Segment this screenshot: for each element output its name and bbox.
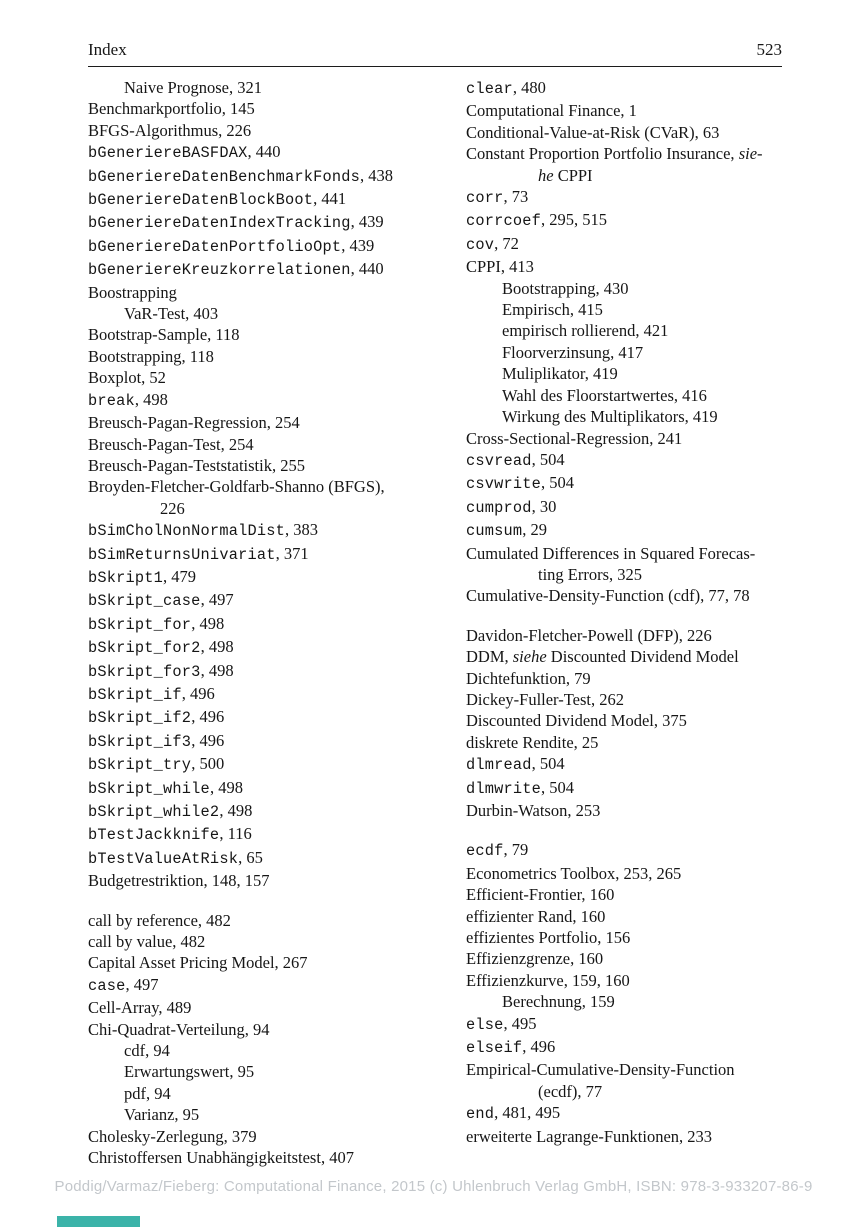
index-entry [466,689,796,710]
code-term: bGeneriereDatenBenchmarkFonds [88,167,361,186]
entry-text: , 79 [503,840,529,860]
entry-text: , 497 [200,590,234,610]
entry-text: Effizienzgrenze, 160 [466,949,604,969]
entry-text: , 498 [134,389,168,409]
index-entry [88,98,418,119]
index-entry [88,683,418,706]
index-entry [466,77,796,100]
index-entry [466,1102,796,1125]
entry-text: Breusch-Pagan-Teststatistik, 255 [88,455,305,475]
index-entry [466,585,796,606]
index-entry [466,753,796,776]
entry-text: , 29 [522,520,548,540]
entry-text: Efficient-Frontier, 160 [466,885,615,905]
index-entry [88,346,418,367]
entry-text: Durbin-Watson, 253 [466,801,601,820]
index-entry [88,476,418,497]
entry-text: Christoffersen Unabhängigkeitstest, 407 [88,1148,354,1168]
index-entry [88,706,418,729]
entry-text: effizienter Rand, 160 [466,906,606,926]
entry-text: sie- [738,144,763,164]
entry-text: , 504 [541,473,575,493]
code-term: bSkript_if [88,685,182,704]
code-term: cumsum [466,522,523,541]
index-entry [466,625,796,646]
code-term: bTestJackknife [88,826,220,845]
index-entry [466,363,796,384]
index-entry [88,730,418,753]
column-gap [466,607,796,625]
entry-text: , 496 [191,730,225,750]
column-gap [88,892,418,910]
entry-text: Cholesky-Zerlegung, 379 [88,1126,257,1146]
code-term: else [466,1015,504,1034]
entry-text: , 440 [350,259,384,279]
index-entry [88,589,418,612]
page-header [88,40,782,67]
index-entry [88,188,418,211]
index-entry [466,777,796,800]
entry-text: , 498 [209,777,243,797]
entry-text: VaR-Test, 403 [124,304,219,324]
index-entry [88,543,418,566]
entry-text: Cumulative-Density-Function (cdf), 77, 78 [466,586,750,606]
index-entry [466,342,796,363]
entry-text: Constant Proportion Portfolio Insurance, [466,144,739,164]
entry-text: pdf, 94 [124,1083,171,1103]
code-term: break [88,391,135,410]
index-entry [88,519,418,542]
index-entry [88,753,418,776]
code-term: bSkript_for [88,615,192,634]
index-entry [466,839,796,862]
index-entry [466,256,796,277]
index-entry [88,636,418,659]
index-entry [466,800,796,821]
entry-text: , 498 [200,660,234,680]
index-entry [88,498,418,519]
entry-text: , 495 [503,1013,537,1033]
entry-text: ting Errors, 325 [538,564,643,584]
entry-text: diskrete Rendite, 25 [466,732,599,752]
entry-text: , 440 [247,142,281,162]
entry-text: DDM, [466,647,513,667]
index-entry [466,543,796,564]
code-term: cov [466,235,495,254]
index-entry [466,1036,796,1059]
index-entry [88,1040,418,1061]
entry-text: , 479 [163,566,197,586]
entry-text: Discounted Dividend Model [546,647,739,667]
left-column [88,77,418,1169]
code-term: bSkript_try [88,756,192,775]
index-entry [466,428,796,449]
entry-text: , 65 [238,847,263,867]
code-term: bSkript_while [88,779,210,798]
entry-text: Empirical-Cumulative-Density-Function [466,1060,735,1080]
index-entry [466,406,796,427]
entry-text: , 371 [275,543,309,563]
index-entry [88,77,418,98]
code-term: bGeneriereBASFDAX [88,144,248,163]
index-entry [88,258,418,281]
index-entry [88,1083,418,1104]
page-title: Index [88,40,127,59]
index-entry [88,211,418,234]
entry-text: Erwartungswert, 95 [124,1062,255,1082]
right-column [466,77,796,1169]
code-term: bSkript_while2 [88,803,220,821]
index-entry [466,143,796,164]
code-term: bGeneriereDatenPortfolioOpt [88,237,342,256]
entry-text: , 497 [125,974,159,994]
code-term: case [88,976,126,995]
code-term: bSimReturnsUnivariat [88,545,276,564]
entry-text: Cross-Sectional-Regression, 241 [466,428,683,448]
code-term: elseif [466,1039,523,1058]
index-entry [88,282,418,303]
entry-text: Dickey-Fuller-Test, 262 [466,689,624,709]
entry-text: Berechnung, 159 [502,992,615,1012]
index-entry [88,434,418,455]
entry-text: Varianz, 95 [124,1105,200,1125]
index-entry [466,165,796,186]
entry-text: empirisch rollierend, 421 [502,321,669,341]
entry-text: Bootstrapping, 118 [88,346,214,366]
entry-text: effizientes Portfolio, 156 [466,928,631,948]
index-entry [466,1126,796,1147]
entry-text: , 439 [341,235,375,255]
entry-text: , 481, 495 [494,1103,561,1123]
code-term: dlmwrite [466,779,542,798]
entry-text: , 498 [191,613,225,633]
code-term: csvwrite [466,475,542,494]
index-entry [466,122,796,143]
entry-text: , 504 [531,754,565,774]
index-entry [88,847,418,870]
copyright-footer: Poddig/Varmaz/Fieberg: Computational Finance, 2015 (c) Uhlenbruch Verlag GmbH, ISBN: 978-3-933207-86-9 [54,1178,813,1195]
entry-text: Davidon-Fletcher-Powell (DFP), 226 [466,625,712,645]
index-entry [466,100,796,121]
index-entry [88,870,418,891]
entry-text: Computational Finance, 1 [466,101,637,121]
bottom-accent-bar [57,1216,140,1227]
code-term: bSkript_case [88,592,201,611]
index-entry [88,952,418,973]
index-entry [88,165,418,188]
entry-text: , 439 [350,212,384,232]
code-term: bSkript1 [88,568,164,587]
index-entry [88,235,418,258]
index-entry [88,412,418,433]
entry-text: Breusch-Pagan-Regression, 254 [88,413,300,433]
code-term: csvread [466,451,532,470]
code-term: bGeneriereDatenIndexTracking [88,214,351,233]
entry-text: call by reference, 482 [88,910,231,930]
entry-text: Wirkung des Multiplikators, 419 [502,407,718,427]
code-term: ecdf [466,842,504,861]
index-entry [88,141,418,164]
code-term: end [466,1105,495,1124]
index-entry [88,367,418,388]
index-entry [88,613,418,636]
entry-text: , 500 [191,754,225,774]
index-entry [466,299,796,320]
entry-text: Breusch-Pagan-Test, 254 [88,434,254,454]
entry-text: Boxplot, 52 [88,368,166,388]
page-number: 523 [756,40,782,59]
index-entry [466,732,796,753]
index-entry [466,472,796,495]
entry-text: , 441 [313,189,347,209]
entry-text: Capital Asset Pricing Model, 267 [88,953,308,973]
index-entry [88,974,418,997]
entry-text: Discounted Dividend Model, 375 [466,711,687,731]
entry-text: CPPI [553,165,593,185]
index-entry [466,233,796,256]
code-term: bSkript_if2 [88,709,192,728]
index-entry [466,519,796,542]
entry-text: Chi-Quadrat-Verteilung, 94 [88,1019,270,1039]
entry-text: Conditional-Value-at-Risk (CVaR), 63 [466,122,720,142]
entry-text: , 30 [531,496,557,516]
index-entry [88,910,418,931]
code-term: cumprod [466,498,532,517]
index-entry [466,668,796,689]
index-entry [88,931,418,952]
entry-text: Empirisch, 415 [502,300,603,320]
index-entry [88,1019,418,1040]
code-term: corrcoef [466,212,542,231]
code-term: clear [466,80,513,98]
index-entry [88,1126,418,1147]
index-entry [466,1081,796,1102]
entry-text: Bootstrapping, 430 [502,278,629,298]
entry-text: , 116 [219,824,252,844]
entry-text: , 496 [181,683,215,703]
code-term: bGeneriereKreuzkorrelationen [88,261,351,280]
entry-text: CPPI, 413 [466,257,534,277]
index-entry [88,120,418,141]
code-term: dlmread [466,756,532,775]
entry-text: Naive Prognose, 321 [124,78,262,97]
index-columns [88,77,798,1169]
index-entry [88,660,418,683]
index-entry [88,1147,418,1168]
entry-text: , 496 [191,707,225,727]
entry-text: Bootstrap-Sample, 118 [88,325,240,345]
entry-text: Wahl des Floorstartwertes, 416 [502,385,707,405]
index-entry [88,389,418,412]
index-entry [466,927,796,948]
index-entry [88,997,418,1018]
entry-text: 226 [160,498,185,518]
entry-text: erweiterte Lagrange-Funktionen, 233 [466,1126,713,1146]
entry-text: call by value, 482 [88,932,206,952]
index-entry [466,385,796,406]
index-entry [466,863,796,884]
index-entry [466,970,796,991]
index-entry [466,1059,796,1080]
entry-text: , 295, 515 [541,210,608,230]
entry-text: Boostrapping [88,282,177,302]
column-gap [466,821,796,839]
code-term: corr [466,189,504,208]
entry-text: Dichtefunktion, 79 [466,668,591,688]
entry-text: Cumulated Differences in Squared Forecas- [466,543,756,563]
code-term: bTestValueAtRisk [88,849,239,868]
code-term: bSkript_if3 [88,732,192,751]
entry-text: , 498 [219,801,253,820]
index-entry [466,884,796,905]
entry-text: cdf, 94 [124,1041,170,1061]
entry-text: Benchmarkportfolio, 145 [88,99,255,119]
index-entry [88,823,418,846]
entry-text: , 438 [360,165,394,185]
code-term: bSkript_for2 [88,639,201,658]
index-entry [466,948,796,969]
entry-text: (ecdf), 77 [538,1081,603,1101]
code-term: bSimCholNonNormalDist [88,522,285,541]
entry-text: siehe [512,647,547,667]
index-entry [88,303,418,324]
entry-text: Floorverzinsung, 417 [502,342,644,362]
index-entry [88,1061,418,1082]
entry-text: Econometrics Toolbox, 253, 265 [466,863,682,883]
code-term: bGeneriereDatenBlockBoot [88,191,314,210]
entry-text: BFGS-Algorithmus, 226 [88,120,252,140]
entry-text: Muliplikator, 419 [502,364,618,384]
index-entry [466,496,796,519]
index-entry [466,564,796,585]
entry-text: , 383 [284,520,318,540]
index-entry [88,1104,418,1125]
index-entry [466,278,796,299]
index-entry [466,1013,796,1036]
entry-text: , 496 [522,1037,556,1057]
index-entry [88,800,418,823]
entry-text: , 498 [200,637,234,657]
index-entry [88,777,418,800]
index-entry [466,186,796,209]
entry-text: he [538,165,554,185]
index-entry [88,566,418,589]
index-entry [466,209,796,232]
index-entry [466,710,796,731]
index-entry [466,646,796,667]
entry-text: , 73 [503,187,529,207]
index-entry [88,324,418,345]
index-entry [466,991,796,1012]
code-term: bSkript_for3 [88,662,201,681]
entry-text: , 504 [541,777,575,797]
entry-text: Broyden-Fletcher-Goldfarb-Shanno (BFGS), [88,477,385,497]
entry-text: Effizienzkurve, 159, 160 [466,970,630,990]
entry-text: , 480 [512,78,546,97]
entry-text: , 504 [531,449,565,469]
index-entry [88,455,418,476]
index-entry [466,449,796,472]
entry-text: Budgetrestriktion, 148, 157 [88,871,270,891]
index-entry [466,906,796,927]
index-entry [466,320,796,341]
entry-text: Cell-Array, 489 [88,998,192,1018]
entry-text: , 72 [494,233,519,253]
